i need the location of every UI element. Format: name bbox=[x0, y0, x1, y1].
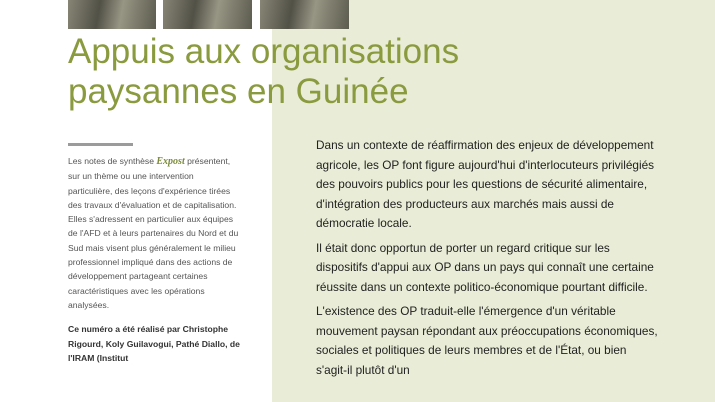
header-photo-1 bbox=[68, 0, 156, 29]
sidebar-description bbox=[68, 154, 240, 365]
title-line-1: Appuis aux organisations bbox=[68, 32, 460, 71]
sidebar-intro-before: Les notes de synthèse bbox=[68, 156, 157, 166]
main-body-text bbox=[316, 136, 658, 385]
body-paragraph-2: Il était donc opportun de porter un regard critique sur les dispositifs d'appui aux OP dans un pays qui connaît une certaine réussite dans un contexte politico-économique pourtant difficile. bbox=[316, 240, 654, 294]
page-title bbox=[68, 32, 708, 112]
expost-series-name: Expost bbox=[156, 156, 185, 167]
sidebar-intro-after: présentent, sur un thème ou une intervention particulière, des leçons d'expérience tirées des travaux d'évaluation et de capitalisation. Elles s'adressent en particulier aux équipes de l'AFD et à leurs partenaires du Nord et du Sud mais visent plus généralement le milieu professionnel impliqué dans des actions de développement partageant certaines caractéristiques avec les opérations analysées. bbox=[68, 156, 239, 310]
header-photo-2 bbox=[163, 0, 252, 29]
body-paragraph-3: L'existence des OP traduit-elle l'émergence d'un véritable mouvement paysan répondant aux préoccupations économiques, sociales et politiques de leurs membres et de l'État, ou bien s'agit-il plutôt d'un bbox=[316, 304, 658, 377]
sidebar-credits: Ce numéro a été réalisé par Christophe Rigourd, Koly Guilavogui, Pathé Diallo, de l'IRAM (Institut bbox=[68, 324, 240, 363]
body-paragraph-1: Dans un contexte de réaffirmation des enjeux de développement agricole, les OP font figure aujourd'hui d'interlocuteurs privilégiés des pouvoirs publics pour les questions de sécurité alimentaire, d'intégration des producteurs aux marchés mais aussi de démocratie locale. bbox=[316, 138, 655, 230]
title-line-2: paysannes en Guinée bbox=[68, 72, 409, 111]
header-photo-3 bbox=[260, 0, 349, 29]
sidebar-intro bbox=[68, 154, 240, 312]
sidebar-divider bbox=[68, 143, 133, 146]
